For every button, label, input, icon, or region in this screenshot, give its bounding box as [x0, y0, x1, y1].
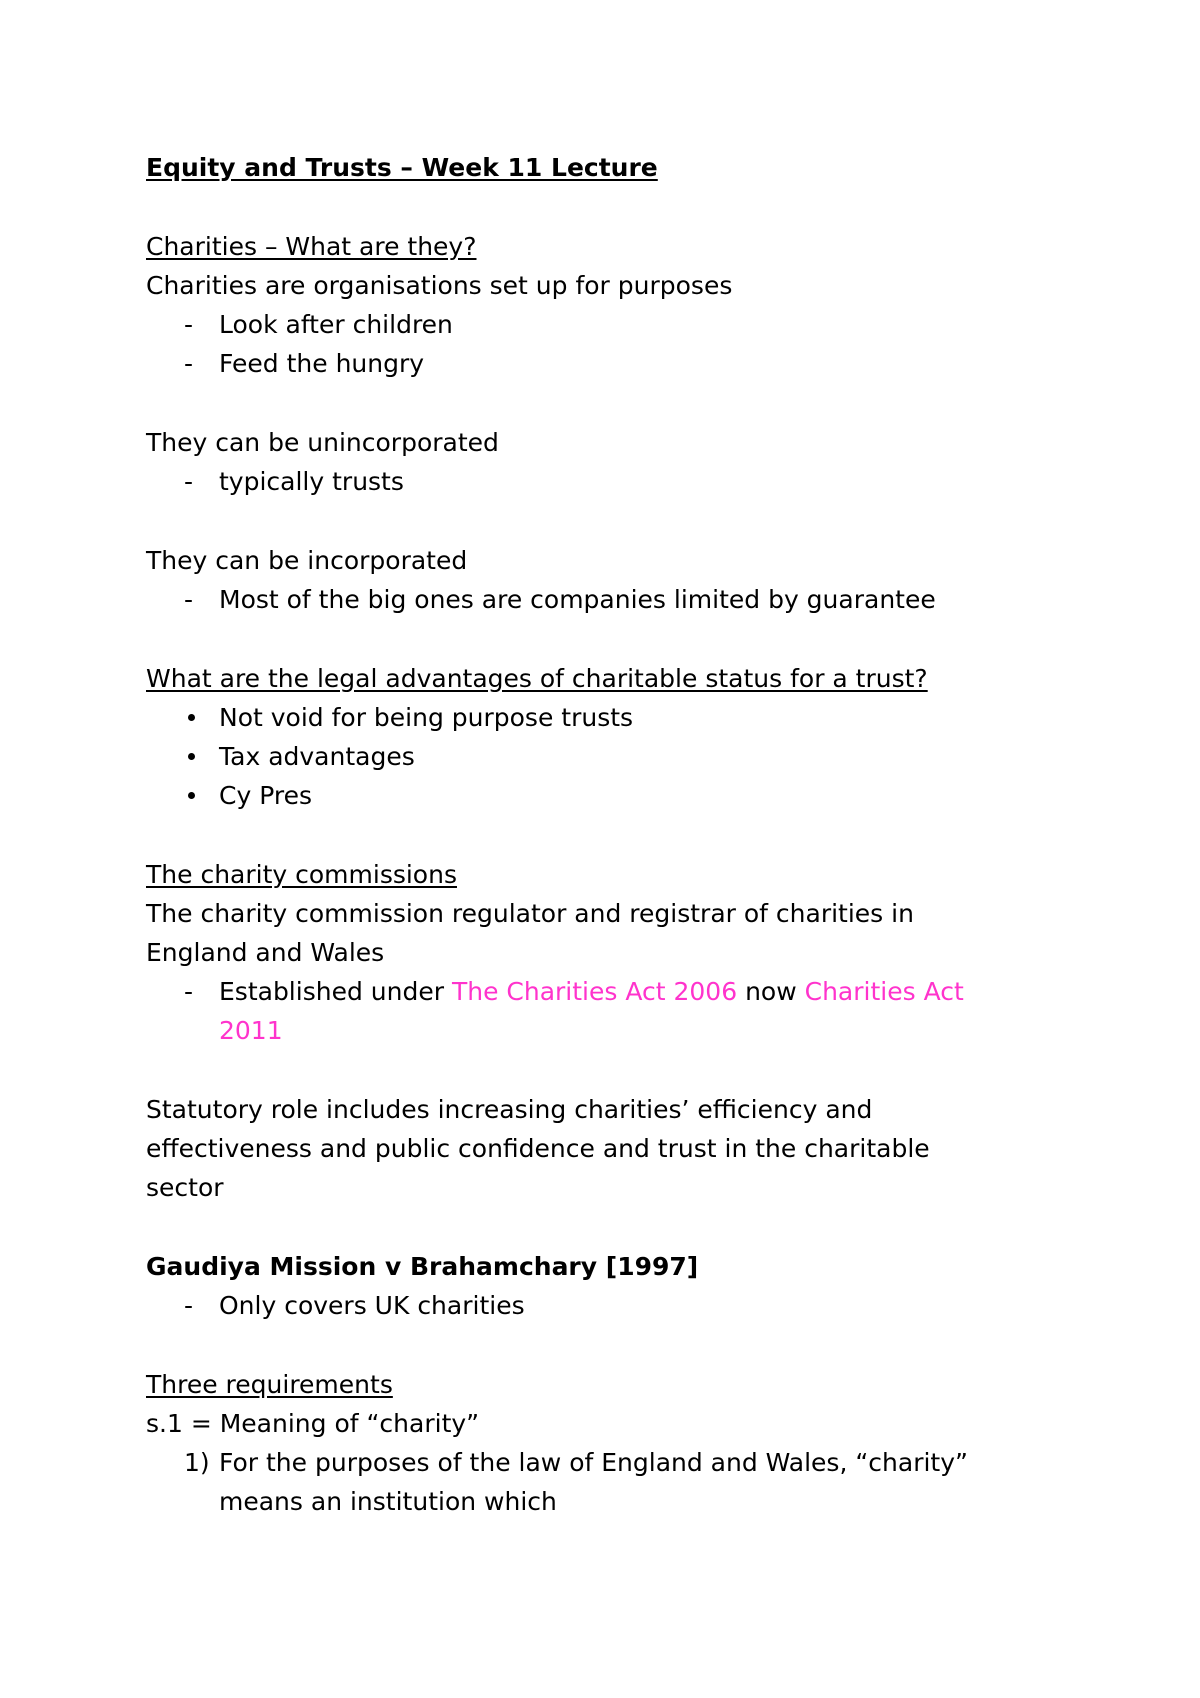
- list-number: 1): [184, 1448, 210, 1477]
- paragraph: s.1 = Meaning of “charity”: [146, 1409, 480, 1438]
- list-item: Feed the hungry: [219, 349, 425, 378]
- list-item: Most of the big ones are companies limited by guarantee: [219, 585, 936, 614]
- statute-citation: 2011: [219, 1016, 283, 1045]
- paragraph: They can be unincorporated: [146, 428, 499, 457]
- list-item: Only covers UK charities: [219, 1291, 525, 1320]
- section-heading-charities: Charities – What are they?: [146, 232, 477, 261]
- case-name: Gaudiya Mission v Brahamchary [1997]: [146, 1252, 699, 1281]
- bullet-icon: [184, 698, 214, 737]
- item-text: Established under: [219, 977, 444, 1006]
- dash-marker: -: [184, 310, 194, 339]
- dash-marker: -: [184, 977, 194, 1006]
- list-item: means an institution which: [219, 1487, 557, 1516]
- section-heading-commission: The charity commissions: [146, 860, 457, 889]
- dash-marker: -: [184, 349, 194, 378]
- paragraph: They can be incorporated: [146, 546, 468, 575]
- list-item: For the purposes of the law of England and Wales, “charity”: [219, 1448, 968, 1477]
- paragraph: The charity commission regulator and registrar of charities in: [146, 899, 914, 928]
- dash-marker: -: [184, 585, 194, 614]
- list-item-statute: [219, 972, 964, 1011]
- dash-marker: -: [184, 467, 194, 496]
- paragraph: England and Wales: [146, 938, 385, 967]
- list-item: Tax advantages: [219, 742, 415, 771]
- paragraph: sector: [146, 1173, 224, 1202]
- list-item: Cy Pres: [219, 781, 312, 810]
- section-heading-advantages: What are the legal advantages of charitable status for a trust?: [146, 664, 928, 693]
- page-title: Equity and Trusts – Week 11 Lecture: [146, 153, 658, 182]
- list-item: Not void for being purpose trusts: [219, 703, 634, 732]
- section-heading-requirements: Three requirements: [146, 1370, 393, 1399]
- item-text: now: [745, 977, 797, 1006]
- dash-marker: -: [184, 1291, 194, 1320]
- paragraph: Statutory role includes increasing charities’ efficiency and: [146, 1095, 873, 1124]
- list-item: Look after children: [219, 310, 453, 339]
- statute-citation: Charities Act: [804, 977, 964, 1006]
- statute-citation: The Charities Act 2006: [451, 977, 738, 1006]
- bullet-icon: [184, 776, 214, 815]
- list-item: typically trusts: [219, 467, 404, 496]
- paragraph: effectiveness and public confidence and trust in the charitable: [146, 1134, 930, 1163]
- paragraph: Charities are organisations set up for purposes: [146, 271, 733, 300]
- bullet-icon: [184, 737, 214, 776]
